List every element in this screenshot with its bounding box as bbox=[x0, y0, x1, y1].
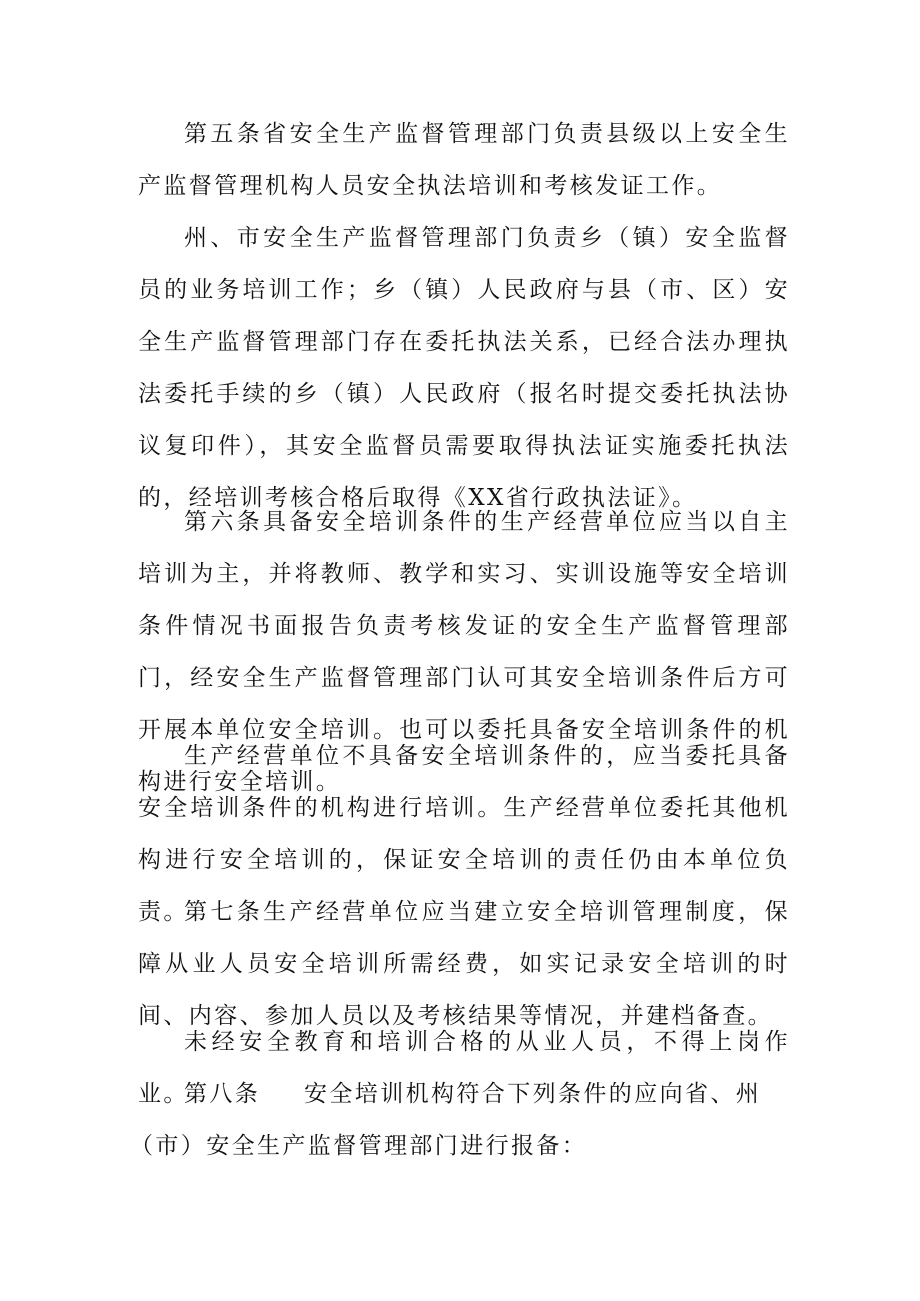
paragraph-article-8 bbox=[130, 1068, 838, 1172]
paragraph-article-5: 第五条省安全生产监督管理部门负责县级以上安全生产监督管理机构人员安全执法培训和考核发证工作。 bbox=[138, 121, 790, 199]
article-8-line-1: 安全培训机构符合下列条件的应向省、州 bbox=[304, 1081, 762, 1107]
paragraph-no-unqualified-staff: 未经安全教育和培训合格的从业人员，不得上岗作业。 bbox=[138, 1029, 790, 1107]
article-8-number: 第八条 bbox=[184, 1081, 261, 1107]
paragraph-article-6: 第六条具备安全培训条件的生产经营单位应当以自主培训为主，并将教师、教学和实习、实训设施等安全培训条件情况书面报告负责考核发证的安全生产监督管理部门，经安全生产监督管理部门认可其安全培训条件后方可开展本单位安全培训。也可以委托具备安全培训条件的机构进行安全培训。 bbox=[138, 509, 790, 795]
paragraph-article-7: 第七条生产经营单位应当建立安全培训管理制度，保障从业人员安全培训所需经费，如实记录安全培训的时间、内容、参加人员以及考核结果等情况，并建档备查。 bbox=[138, 899, 790, 1029]
paragraph-entrusted-training: 生产经营单位不具备安全培训条件的，应当委托具备安全培训条件的机构进行培训。生产经营单位委托其他机构进行安全培训的，保证安全培训的责任仍由本单位负责。 bbox=[138, 743, 790, 925]
article-8-line-2: （市）安全生产监督管理部门进行报备： bbox=[130, 1133, 588, 1159]
paragraph-township-training: 州、市安全生产监督管理部门负责乡（镇）安全监督员的业务培训工作；乡（镇）人民政府与县（市、区）安全生产监督管理部门存在委托执法关系，已经合法办理执法委托手续的乡（镇）人民政府（报名时提交委托执法协议复印件），其安全监督员需要取得执法证实施委托执法的，经培训考核合格后取得《XX省行政执法证》。 bbox=[138, 225, 790, 511]
